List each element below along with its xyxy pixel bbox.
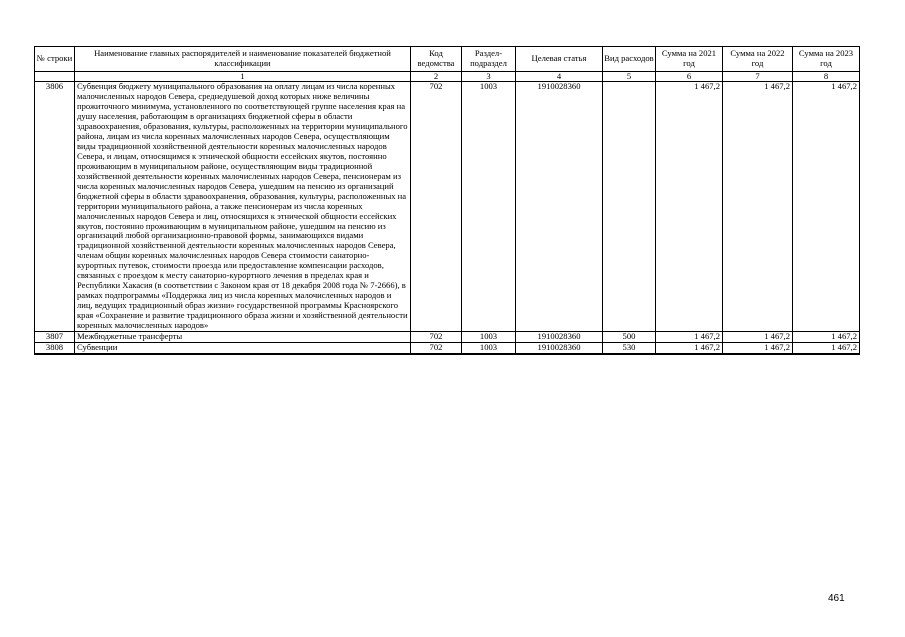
row-name: Субвенции xyxy=(75,343,411,354)
row-dept-code: 702 xyxy=(411,81,462,331)
row-section: 1003 xyxy=(462,81,516,331)
row-sum-2021: 1 467,2 xyxy=(656,81,723,331)
row-dept-code: 702 xyxy=(411,343,462,354)
header-sum-2023: Сумма на 2023 год xyxy=(793,47,860,72)
column-number: 1 xyxy=(75,71,411,81)
row-expense-type: 530 xyxy=(603,343,656,354)
row-section: 1003 xyxy=(462,343,516,354)
header-sum-2021: Сумма на 2021 год xyxy=(656,47,723,72)
header-sum-2022: Сумма на 2022 год xyxy=(723,47,793,72)
column-number: 2 xyxy=(411,71,462,81)
table-row xyxy=(35,343,860,354)
column-number: 8 xyxy=(793,71,860,81)
row-name: Межбюджетные трансферты xyxy=(75,332,411,343)
row-target-article: 1910028360 xyxy=(516,343,603,354)
row-number: 3808 xyxy=(35,343,75,354)
row-number: 3807 xyxy=(35,332,75,343)
column-number: 5 xyxy=(603,71,656,81)
column-number-row xyxy=(35,71,860,81)
row-sum-2021: 1 467,2 xyxy=(656,332,723,343)
header-expense-type: Вид расходов xyxy=(603,47,656,72)
row-sum-2022: 1 467,2 xyxy=(723,343,793,354)
table-row xyxy=(35,332,860,343)
page-number: 461 xyxy=(828,593,845,604)
header-target-article: Целевая статья xyxy=(516,47,603,72)
column-number xyxy=(35,71,75,81)
row-number: 3806 xyxy=(35,81,75,331)
row-sum-2022: 1 467,2 xyxy=(723,332,793,343)
header-row xyxy=(35,47,860,72)
header-dept-code: Код ведомства xyxy=(411,47,462,72)
row-section: 1003 xyxy=(462,332,516,343)
column-number: 4 xyxy=(516,71,603,81)
row-expense-type xyxy=(603,81,656,331)
row-sum-2023: 1 467,2 xyxy=(793,343,860,354)
header-section: Раздел-подраздел xyxy=(462,47,516,72)
row-target-article: 1910028360 xyxy=(516,81,603,331)
row-sum-2023: 1 467,2 xyxy=(793,81,860,331)
row-expense-type: 500 xyxy=(603,332,656,343)
header-name: Наименование главных распорядителей и наименование показателей бюджетной классификации xyxy=(75,47,411,72)
row-sum-2021: 1 467,2 xyxy=(656,343,723,354)
column-number: 3 xyxy=(462,71,516,81)
row-sum-2023: 1 467,2 xyxy=(793,332,860,343)
header-row-number: № строки xyxy=(35,47,75,72)
row-name: Субвенция бюджету муниципального образования на оплату лицам из числа коренных малочисленных народов Севера, среднедушевой доход которых ниже величины прожиточного минимума, установленного по соответствующей группе населения края на душу населения, работающим в организациях бюджетной сферы в области здравоохранения, образования, культуры, расположенных на территории муниципального района, лицам из числа коренных малочисленных народов Севера, осуществляющим виды традиционной хозяйственной деятельности коренных малочисленных народов Севера, и лицам, относящимся к этнической общности ессейских якутов, постоянно проживающим в муниципальном районе, осуществляющим виды традиционной хозяйственной деятельности коренных малочисленных народов Севера, пенсионерам из числа коренных малочисленных народов Севера, ушедшим на пенсию из организаций бюджетной сферы в области здравоохранения, образования, культуры, расположенных на территории муниципального района, а также пенсионерам из числа коренных малочисленных народов Севера и лиц, относящихся к этнической общности ессейских якутов, постоянно проживающим в муниципальном районе, ушедшим на пенсию из организаций любой организационно-правовой формы, занимающихся видами традиционной хозяйственной деятельности коренных малочисленных народов Севера, членам общин коренных малочисленных народов Севера стоимости санаторно-курортных путевок, стоимости проезда или предоставление компенсации расходов, связанных с проездом к месту санаторно-курортного лечения в пределах края и Республики Хакасия (в соответствии с Законом края от 18 декабря 2008 года № 7-2666), в рамках подпрограммы «Поддержка лиц из числа коренных малочисленных народов и лиц, ведущих традиционный образ жизни» государственной программы Красноярского края «Сохранение и развитие традиционного образа жизни и хозяйственной деятельности коренных малочисленных народов» xyxy=(75,81,411,331)
row-dept-code: 702 xyxy=(411,332,462,343)
row-sum-2022: 1 467,2 xyxy=(723,81,793,331)
column-number: 6 xyxy=(656,71,723,81)
table-row xyxy=(35,81,860,331)
row-target-article: 1910028360 xyxy=(516,332,603,343)
column-number: 7 xyxy=(723,71,793,81)
budget-table xyxy=(34,46,860,355)
